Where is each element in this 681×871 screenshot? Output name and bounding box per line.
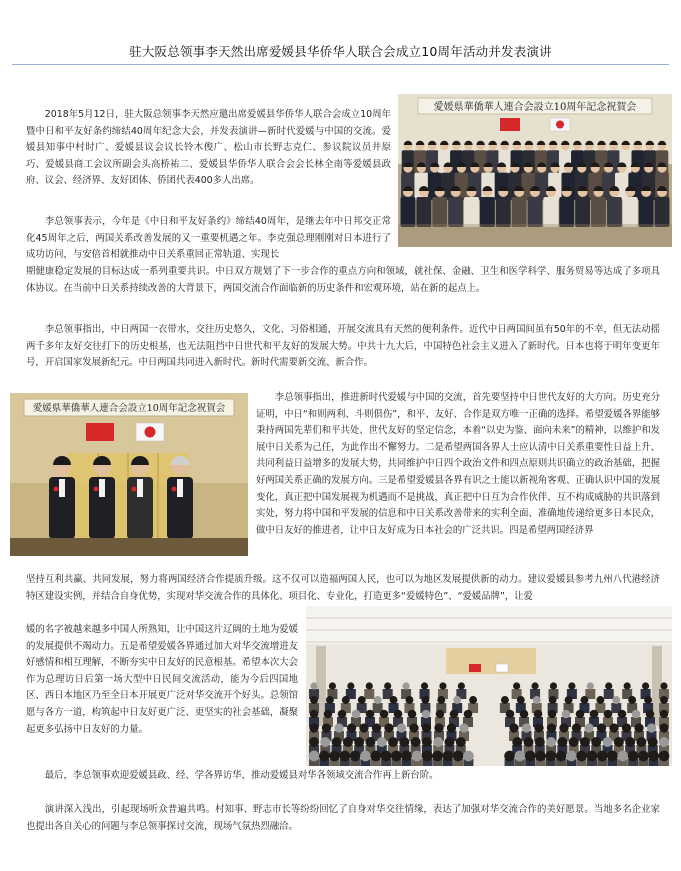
audience-photo: [306, 606, 672, 766]
title-divider: [12, 64, 669, 65]
group-photo-banner: 愛媛県華僑華人連合会設立10周年記念祝賀会: [433, 102, 637, 113]
paragraph-4c-text: 媛的名字被越来越多中国人所熟知，让中国这片辽阔的土地为爱媛的发展提供不竭动力。五是希望爱媛各界通过加大对华交流增进友好感情和相互理解，不断夯实中日友好的民意根基。希望本次大会作为总理访日后第一场大型中日民间交流活动，能为今后四国地区、西日本地区乃至全日本开展更广泛对华交流开个好头。总领馆愿与各方一道，构筑起中日友好更广泛、更坚实的社会基础，凝聚起更多弘扬中日友好的力量。: [26, 624, 298, 735]
paragraph-1-text: 2018年5月12日，驻大阪总领事李天然应邀出席爱媛县华侨华人联合会成立10周年暨中日和平友好条约缔结40周年纪念大会，并发表演讲—新时代爱媛与中国的交流。爱媛县知事中村时广、爱媛县议会议长铃木俊广、松山市长野志克仁、参议院议员井原巧、爱媛县商工会议所副会头高桥祐二、爱媛县华侨华人联合会会长林全南等爱媛县政府、议会、经济界、友好团体、侨团代表400多人出席。: [26, 109, 391, 187]
paragraph-4a-text: 李总领事指出，推进新时代爱媛与中国的交流，首先要坚持中日世代友好的大方向。历史充分证明，中日“和则两利、斗则俱伤”，和平、友好、合作是双方唯一正确的选择。希望爱媛各界能够秉持两国先辈们和平共处、世代友好的坚定信念，本着“以史为鉴、面向未来”的精神，以维护和发展中日关系为己任，为此作出不懈努力。二是希望两国各界人士应认清中日关系重要性日益上升、共同利益日益增多的发展大势，共同维护中日四个政治文件和四点原则共识确立的政治基础，把握好两国关系正确的发展方向。三是希望爱媛县各界有识之士能以新视角客观、正确认识中国的发展变化，真正把中国发展视为机遇而不是挑战，真正把中日互为合作伙伴、互不构成威胁的共识落到实处，努力将中国和平发展的信息和中日关系改善带来的实利全面、准确地传递给更多日本民众，做中日友好的推进者，让中日友好成为日本社会的广泛共识。四是希望两国经济界: [256, 392, 660, 536]
paragraph-2a-text: 李总领事表示，今年是《中日和平友好条约》缔结40周年，是继去年中日邦交正常化45周年之后，两国关系改善发展的又一重要机遇之年。李克强总理刚刚对日本进行了成功访问，与安倍首相就推动中日关系重回正常轨道、实现长: [26, 216, 391, 261]
paragraph-2-top: [26, 214, 391, 264]
paragraph-1: [26, 107, 391, 190]
paragraph-3: [26, 322, 660, 372]
paragraph-4-right: [256, 390, 660, 539]
paragraph-6: [26, 802, 660, 835]
paragraph-5: [26, 768, 660, 785]
podium-photo-banner: 愛媛県華僑華人連合会設立10周年記念祝賀会: [32, 403, 226, 414]
podium-photo: [10, 393, 248, 556]
paragraph-3-text: 李总领事指出，中日两国一衣带水，交往历史悠久，文化、习俗相通，开展交流具有天然的便利条件。近代中日两国间虽有50年的不幸，但无法动摇两千多年友好交往打下的历史根基，也无法阻挡中日世代和平友好的发展大势。中共十九大后，中国特色社会主义进入了新时代。日本也将于明年变更年号，开启国家发展新纪元。中日两国共同进入新时代。新时代需要新交流、新合作。: [26, 324, 660, 369]
paragraph-4-full: [26, 572, 660, 605]
paragraph-2-bottom: [26, 264, 660, 297]
paragraph-4-left: [26, 622, 298, 738]
paragraph-2b-text: 期健康稳定发展的目标达成一系列重要共识。中日双方规划了下一步合作的重点方向和领域，就社保、金融、卫生和医学科学、服务贸易等达成了多项具体协议。在当前中日关系持续改善的大背景下，两国交流合作面临新的历史条件和宏观环境，站在新的起点上。: [26, 266, 660, 294]
paragraph-6-text: 演讲深入浅出，引起现场听众普遍共鸣。村知事、野志市长等纷纷回忆了自身对华交往情缘，表达了加强对华交流合作的美好愿景。当地多名企业家也提出各自关心的问题与李总领事探讨交流，现场气氛热烈融洽。: [26, 804, 660, 832]
paragraph-4b-text: 坚持互利共赢、共同发展，努力将两国经济合作提质升级。这不仅可以造福两国人民，也可以为地区发展提供新的动力。建议爱媛县参考九州八代港经济特区建设实例，并结合自身优势，实现对华交流合作的具体化、项目化、专业化，打造更多“爱媛特色”、“爱媛品牌”，让爱: [26, 574, 660, 602]
article-title: 驻大阪总领事李天然出席爱媛县华侨华人联合会成立10周年活动并发表演讲: [129, 44, 552, 59]
paragraph-5-text: 最后，李总领事欢迎爱媛县政、经、学各界访华，推动爱媛县对华各领域交流合作再上新台阶。: [44, 770, 439, 781]
group-photo: [398, 94, 672, 247]
